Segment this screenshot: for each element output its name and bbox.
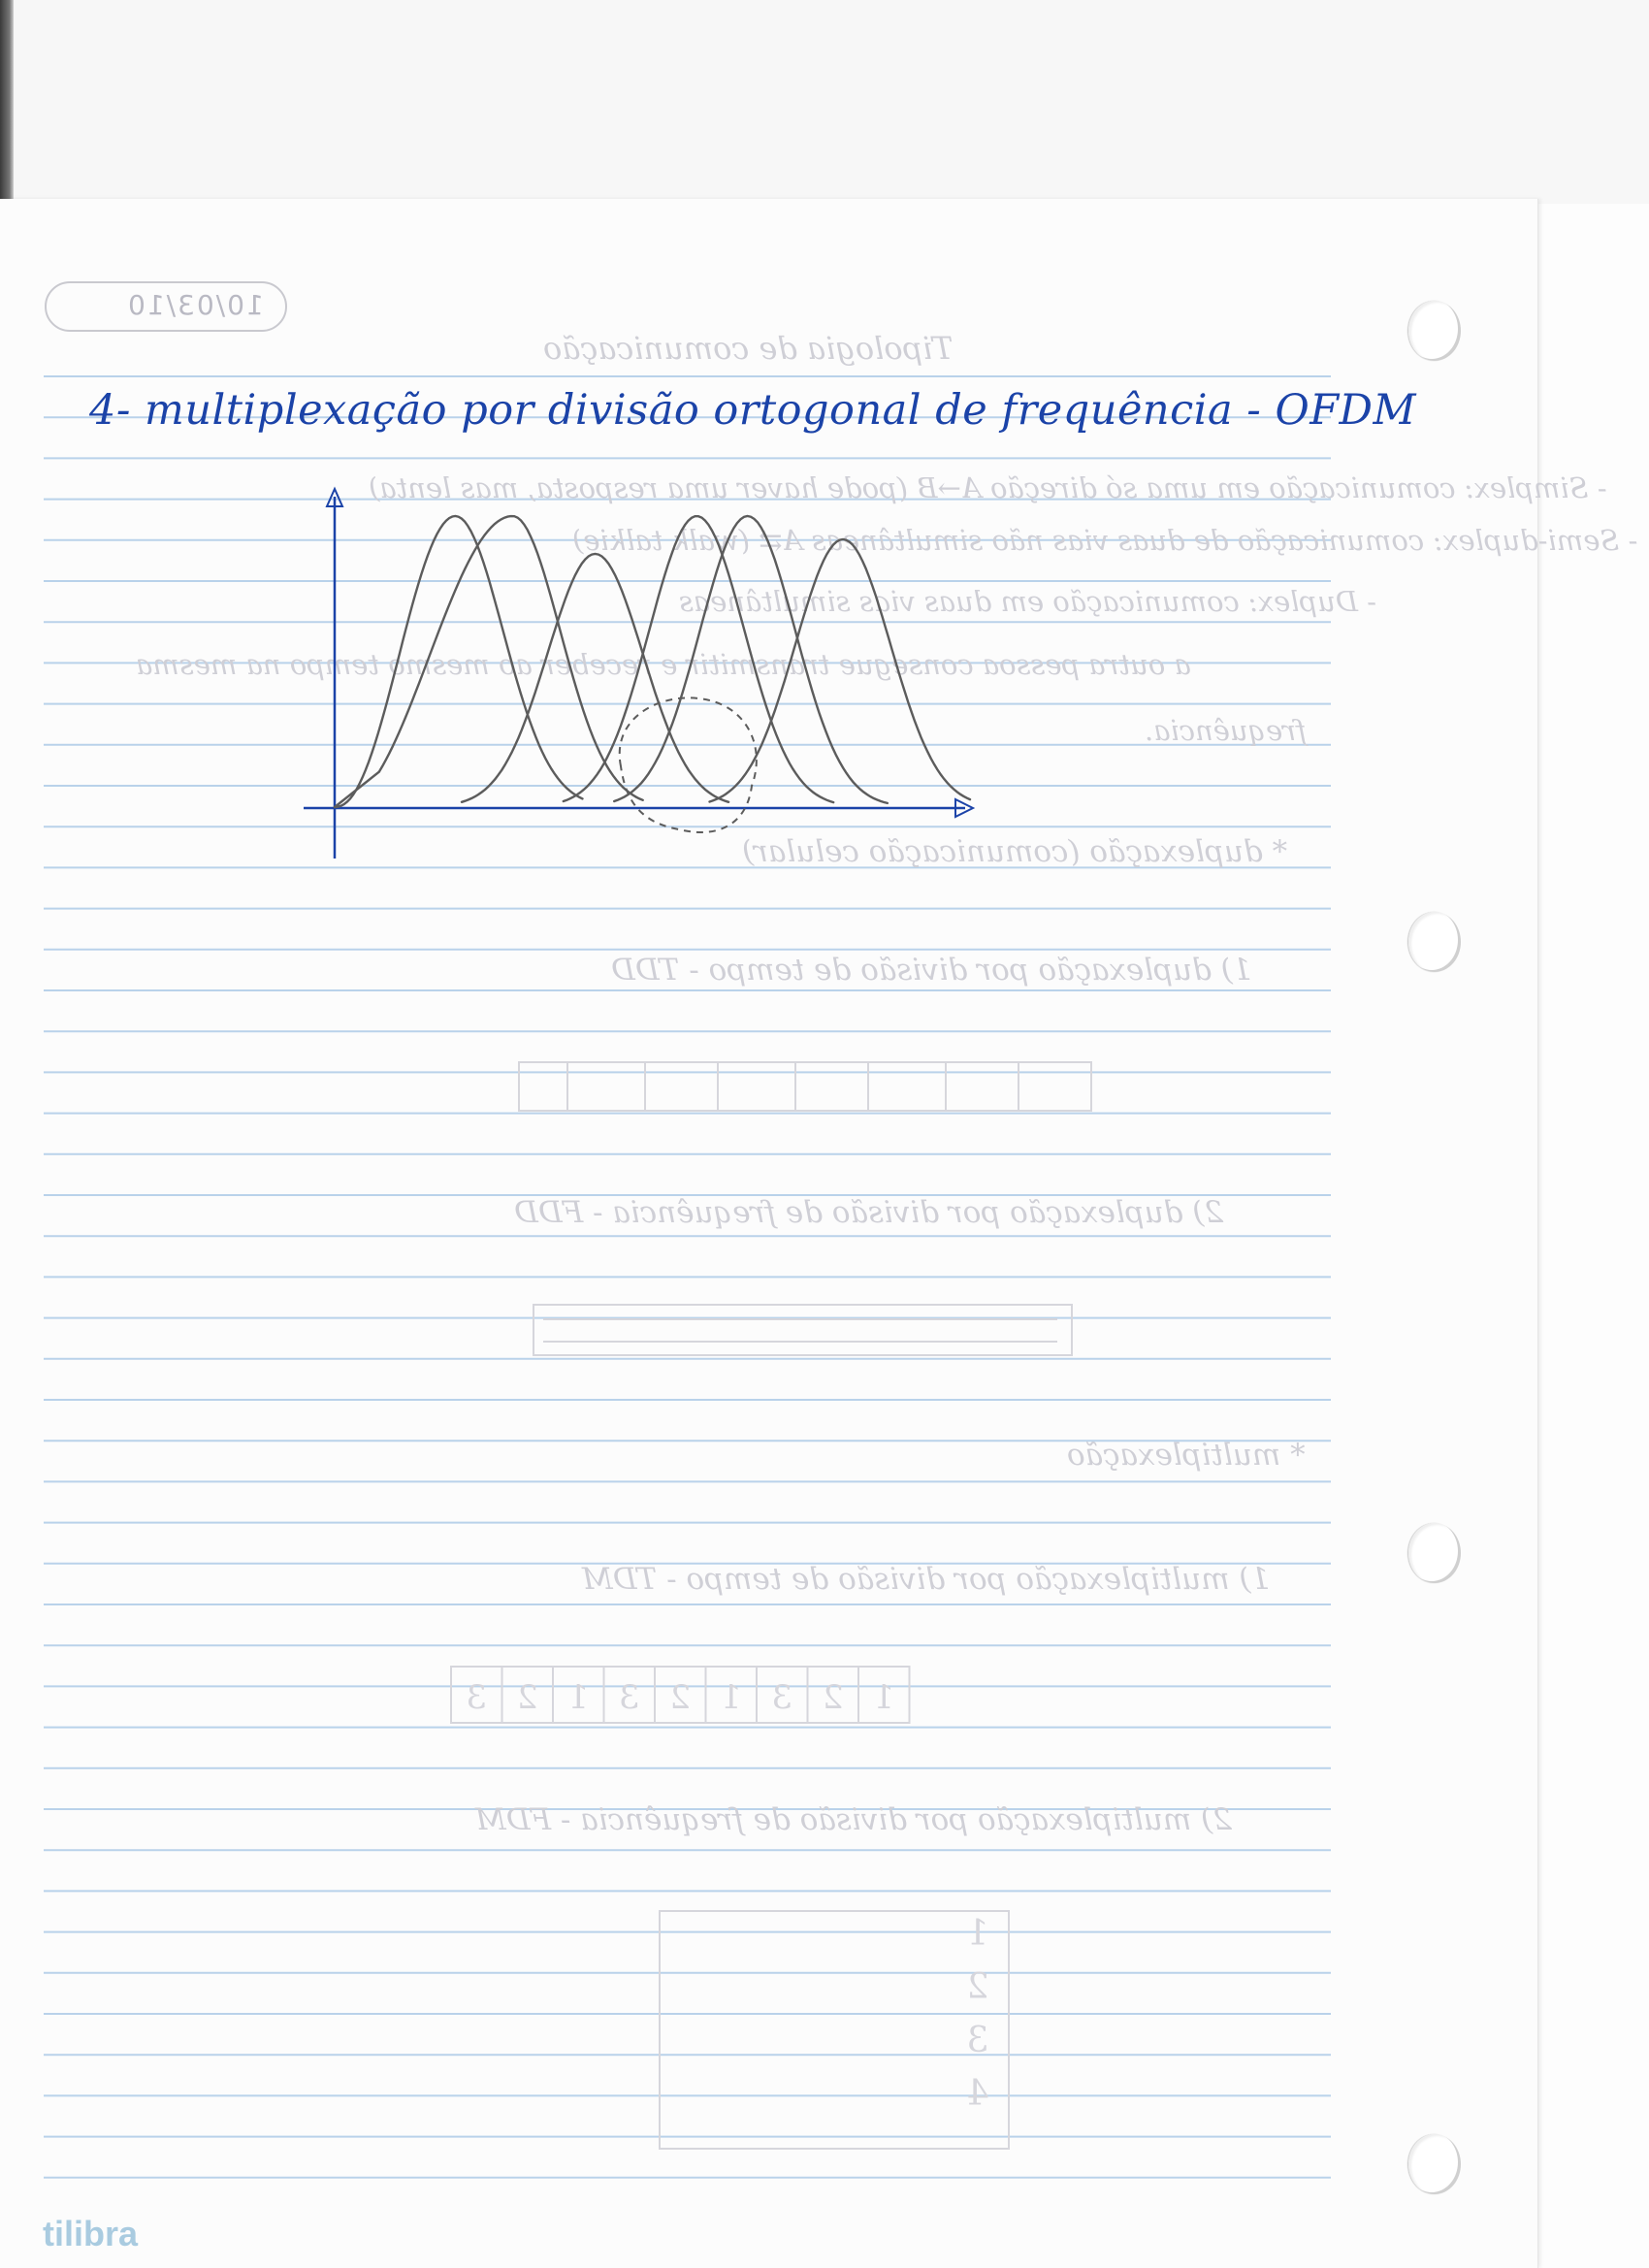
- ghost-tdm-cell: 3: [771, 1678, 793, 1717]
- ghost-tdm-cell: 1: [873, 1678, 895, 1717]
- ghost-tdm-cell: 2: [516, 1678, 538, 1717]
- ghost-tdm-cell: 3: [618, 1678, 640, 1717]
- ghost-tdm-cell: 2: [669, 1678, 692, 1717]
- ghost-line-4: a outra pessoa consegue transmitir e receber ao mesmo tempo na mesma: [136, 648, 1191, 681]
- ghost-tdm-cell: 1: [567, 1678, 590, 1717]
- ghost-line-2: - Semi-duplex: comunicação de duas vias não simultâneas A⇄ (walk talkie): [572, 524, 1638, 557]
- page-title: 4- multiplexação por divisão ortogonal de frequência - OFDM: [89, 386, 1417, 435]
- brand-logo: tilibra: [43, 2214, 139, 2253]
- ghost-line-11: 2) multiplexação por divisão de frequência - FDM: [475, 1802, 1232, 1837]
- ghost-line-5: frequência.: [1145, 714, 1307, 747]
- ghost-fdm-label: 4: [966, 2074, 989, 2114]
- ghost-tdm-cell: 1: [720, 1678, 742, 1717]
- ghost-line-6: * duplexação (comunicação celular): [742, 834, 1288, 869]
- date-text: 10/03/10: [126, 289, 264, 321]
- ghost-line-10: 1) multiplexação por divisão de tempo - TDM: [582, 1562, 1271, 1597]
- subcarrier-curve: [614, 516, 888, 803]
- ghost-line-8: 2) duplexação por divisão de frequência - FDD: [514, 1195, 1224, 1230]
- overlap-dashed-circle: [620, 697, 757, 832]
- ghost-line-7: 1) duplexação por divisão de tempo - TDD: [611, 953, 1252, 988]
- ghost-heading: Tipologia de comunicação: [543, 330, 954, 367]
- ghost-fdm-label: 2: [966, 1967, 989, 2007]
- ghost-line-1: - Simplex: comunicação em uma só direção A→B (pode haver uma resposta, mas lenta): [369, 471, 1607, 504]
- ghost-line-3: - Duplex: comunicação em duas vias simultâneas: [679, 585, 1376, 618]
- subcarrier-curve: [462, 554, 728, 802]
- ghost-fdm-label: 1: [966, 1914, 989, 1954]
- ghost-line-9: * multiplexação: [1067, 1438, 1306, 1473]
- subcarrier-curve: [335, 516, 643, 807]
- ghost-fdm-label: 3: [966, 2021, 989, 2060]
- ghost-tdm-cell: 3: [466, 1678, 488, 1717]
- ghost-tdm-cell: 2: [822, 1678, 844, 1717]
